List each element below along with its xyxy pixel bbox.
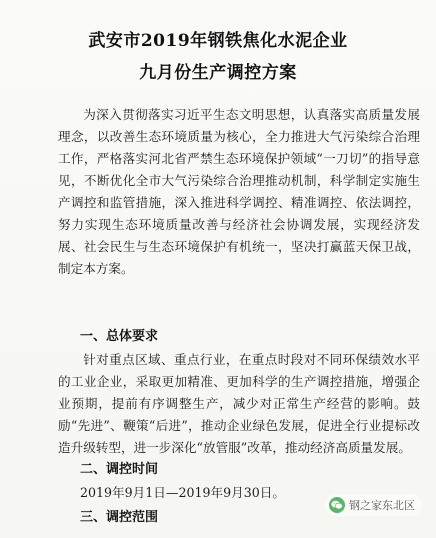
intro-paragraph: 为深入贯彻落实习近平生态文明思想，认真落实高质量发展理念，以改善生态环境质量为核心，全力推进大气污染综合治理工作，严格落实河北省严禁生态环境保护领域“一刀切”的指导意见，不断优化全市大气污染综合治理推动机制，科学制定实施生产调控和监管措施，深入推进科学调控、精准调控、依法调控，努力实现生态环境质量改善与经济社会协调发展，实现经济发展、社会民生与生态环境保护有机统一，坚决打赢蓝天保卫战，制定本方案。 — [58, 107, 420, 276]
wechat-icon — [329, 497, 345, 513]
document-title-line-2: 九月份生产调控方案 — [139, 63, 297, 83]
document-title-line-1: 武安市2019年钢铁焦化水泥企业 — [88, 31, 348, 51]
source-watermark — [325, 494, 422, 516]
general-requirements-paragraph: 针对重点区域、重点行业，在重点时段对不同环保绩效水平的工业企业，采取更加精准、更加科学的生产调控措施，增强企业预期，提前有序调整生产，减少对正常生产经营的影响。鼓励“先进”、鞭策“后进”，推动企业绿色发展，促进全行业提标改造升级转型，进一步深化“放管服”改革，推动经济高质量发展。 — [58, 352, 420, 455]
section-heading-control-scope: 三、调控范围 — [80, 510, 159, 525]
section-heading-control-period: 二、调控时间 — [80, 462, 159, 477]
section-heading-general-requirements: 一、总体要求 — [80, 329, 159, 344]
control-period-paragraph: 2019年9月1日—2019年9月30日。 — [80, 485, 285, 500]
watermark-text: 钢之家东北区 — [349, 499, 415, 512]
